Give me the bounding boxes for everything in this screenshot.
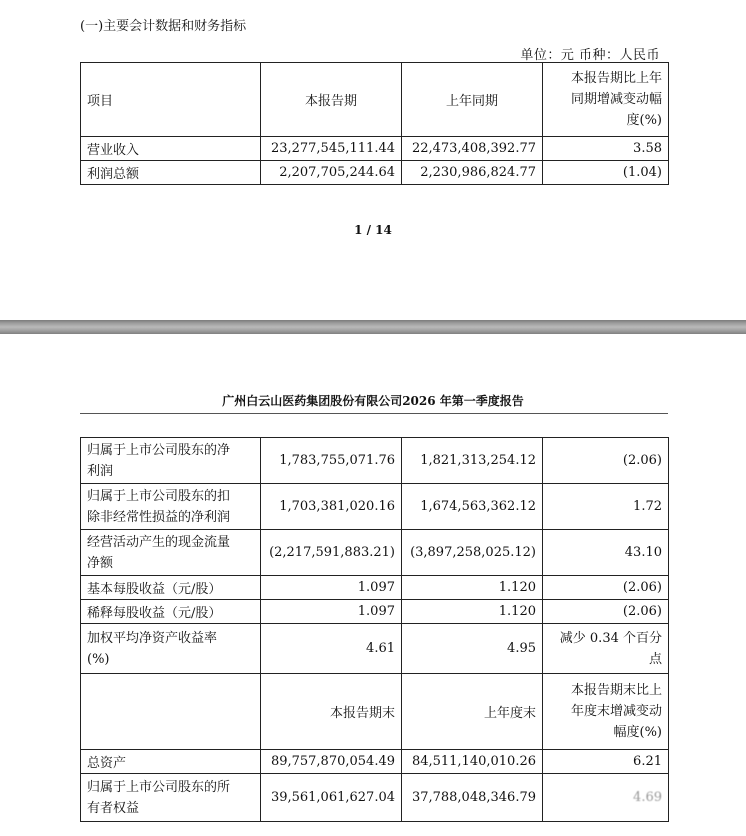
- row-name-line: 归属于上市公司股东的所: [87, 779, 231, 795]
- table-row: [81, 600, 669, 624]
- row-current: 1,703,381,020.16: [261, 484, 402, 530]
- table-row: [81, 530, 669, 576]
- row-current: 23,277,545,111.44: [261, 137, 402, 161]
- table-row: [81, 576, 669, 600]
- row-name-line: 经营活动产生的现金流量: [87, 534, 231, 550]
- row-current: 2,207,705,244.64: [261, 161, 402, 185]
- page-separator: [0, 320, 746, 334]
- row-current: 1.097: [261, 600, 402, 624]
- key-financial-table-part-2: [80, 437, 669, 822]
- unit-currency-line: 单位：元 币种：人民币: [520, 48, 660, 63]
- header-change-line: 本报告期末比上: [570, 683, 662, 698]
- row-name-line: 利润: [87, 463, 114, 479]
- row-current: 1.097: [261, 576, 402, 600]
- row-prior: 84,511,140,010.26: [402, 750, 543, 774]
- row-name-line: 归属于上市公司股东的扣: [87, 488, 231, 504]
- row-change: (2.06): [543, 576, 669, 600]
- row-name: 总资产: [81, 750, 261, 774]
- row-prior: 2,230,986,824.77: [402, 161, 543, 185]
- row-name-line: 有者权益: [87, 800, 140, 816]
- table-row: [81, 438, 669, 484]
- row-name: [81, 484, 261, 530]
- row-change-line: 减少 0.34 个百分: [559, 630, 662, 646]
- row-prior: 1.120: [402, 600, 543, 624]
- row-name: [81, 624, 261, 674]
- subheader-empty-cell: [81, 674, 261, 750]
- row-name-line: 除非经常性损益的净利润: [87, 509, 231, 525]
- page-1: [0, 0, 746, 320]
- header-change-line: 年度末增减变动: [570, 704, 662, 719]
- table-row: [81, 750, 669, 774]
- row-prior: 22,473,408,392.77: [402, 137, 543, 161]
- row-current: 39,561,061,627.04: [261, 774, 402, 822]
- row-prior: 1,821,313,254.12: [402, 438, 543, 484]
- row-name: 基本每股收益（元/股）: [81, 576, 261, 600]
- row-prior: (3,897,258,025.12): [402, 530, 543, 576]
- table-header-row: [81, 63, 669, 137]
- header-item: 项目: [81, 63, 261, 137]
- row-name: [81, 530, 261, 576]
- row-prior: 1,674,563,362.12: [402, 484, 543, 530]
- key-financial-table-part-1: [80, 62, 669, 185]
- row-change: 6.21: [543, 750, 669, 774]
- row-change: 1.72: [543, 484, 669, 530]
- section-title: (一)主要会计数据和财务指标: [80, 19, 247, 34]
- table-row: [81, 624, 669, 674]
- report-header-title: 广州白云山医药集团股份有限公司2026 年第一季度报告: [222, 394, 524, 408]
- table-row: [81, 484, 669, 530]
- row-name: 稀释每股收益（元/股）: [81, 600, 261, 624]
- header-change-pct: [543, 63, 669, 137]
- row-change: (2.06): [543, 438, 669, 484]
- row-current: (2,217,591,883.21): [261, 530, 402, 576]
- row-current: 89,757,870,054.49: [261, 750, 402, 774]
- row-change: (1.04): [543, 161, 669, 185]
- page-2: [0, 334, 746, 836]
- row-current: 4.61: [261, 624, 402, 674]
- row-name-line: (%): [87, 651, 110, 667]
- row-name-line: 归属于上市公司股东的净: [87, 442, 231, 458]
- row-name: 利润总额: [81, 161, 261, 185]
- row-prior: 37,788,048,346.79: [402, 774, 543, 822]
- row-name: [81, 774, 261, 822]
- table-row: [81, 161, 669, 185]
- row-name-line: 净额: [87, 555, 114, 571]
- row-name-line: 加权平均净资产收益率: [87, 630, 218, 646]
- header-change-line: 本报告期比上年: [570, 71, 662, 86]
- row-change: 43.10: [543, 530, 669, 576]
- row-change: [543, 624, 669, 674]
- header-change-line: 幅度(%): [613, 725, 662, 740]
- header-current-period: 本报告期: [261, 63, 402, 137]
- header-prior-year-end: 上年度末: [402, 674, 543, 750]
- row-change: 3.58: [543, 137, 669, 161]
- header-change-pct: [543, 674, 669, 750]
- row-name: [81, 438, 261, 484]
- header-prior-period: 上年同期: [402, 63, 543, 137]
- row-change: 4.69: [543, 774, 669, 822]
- page-number: 1 / 14: [354, 223, 392, 237]
- header-rule: [80, 413, 668, 414]
- row-prior: 4.95: [402, 624, 543, 674]
- table-row: [81, 137, 669, 161]
- table-row: [81, 774, 669, 822]
- row-current: 1,783,755,071.76: [261, 438, 402, 484]
- header-change-line: 同期增减变动幅: [570, 92, 662, 107]
- header-change-line: 度(%): [626, 113, 662, 128]
- header-period-end: 本报告期末: [261, 674, 402, 750]
- row-name: 营业收入: [81, 137, 261, 161]
- row-prior: 1.120: [402, 576, 543, 600]
- row-change: (2.06): [543, 600, 669, 624]
- table-subheader-row: [81, 674, 669, 750]
- row-change-line: 点: [648, 651, 662, 667]
